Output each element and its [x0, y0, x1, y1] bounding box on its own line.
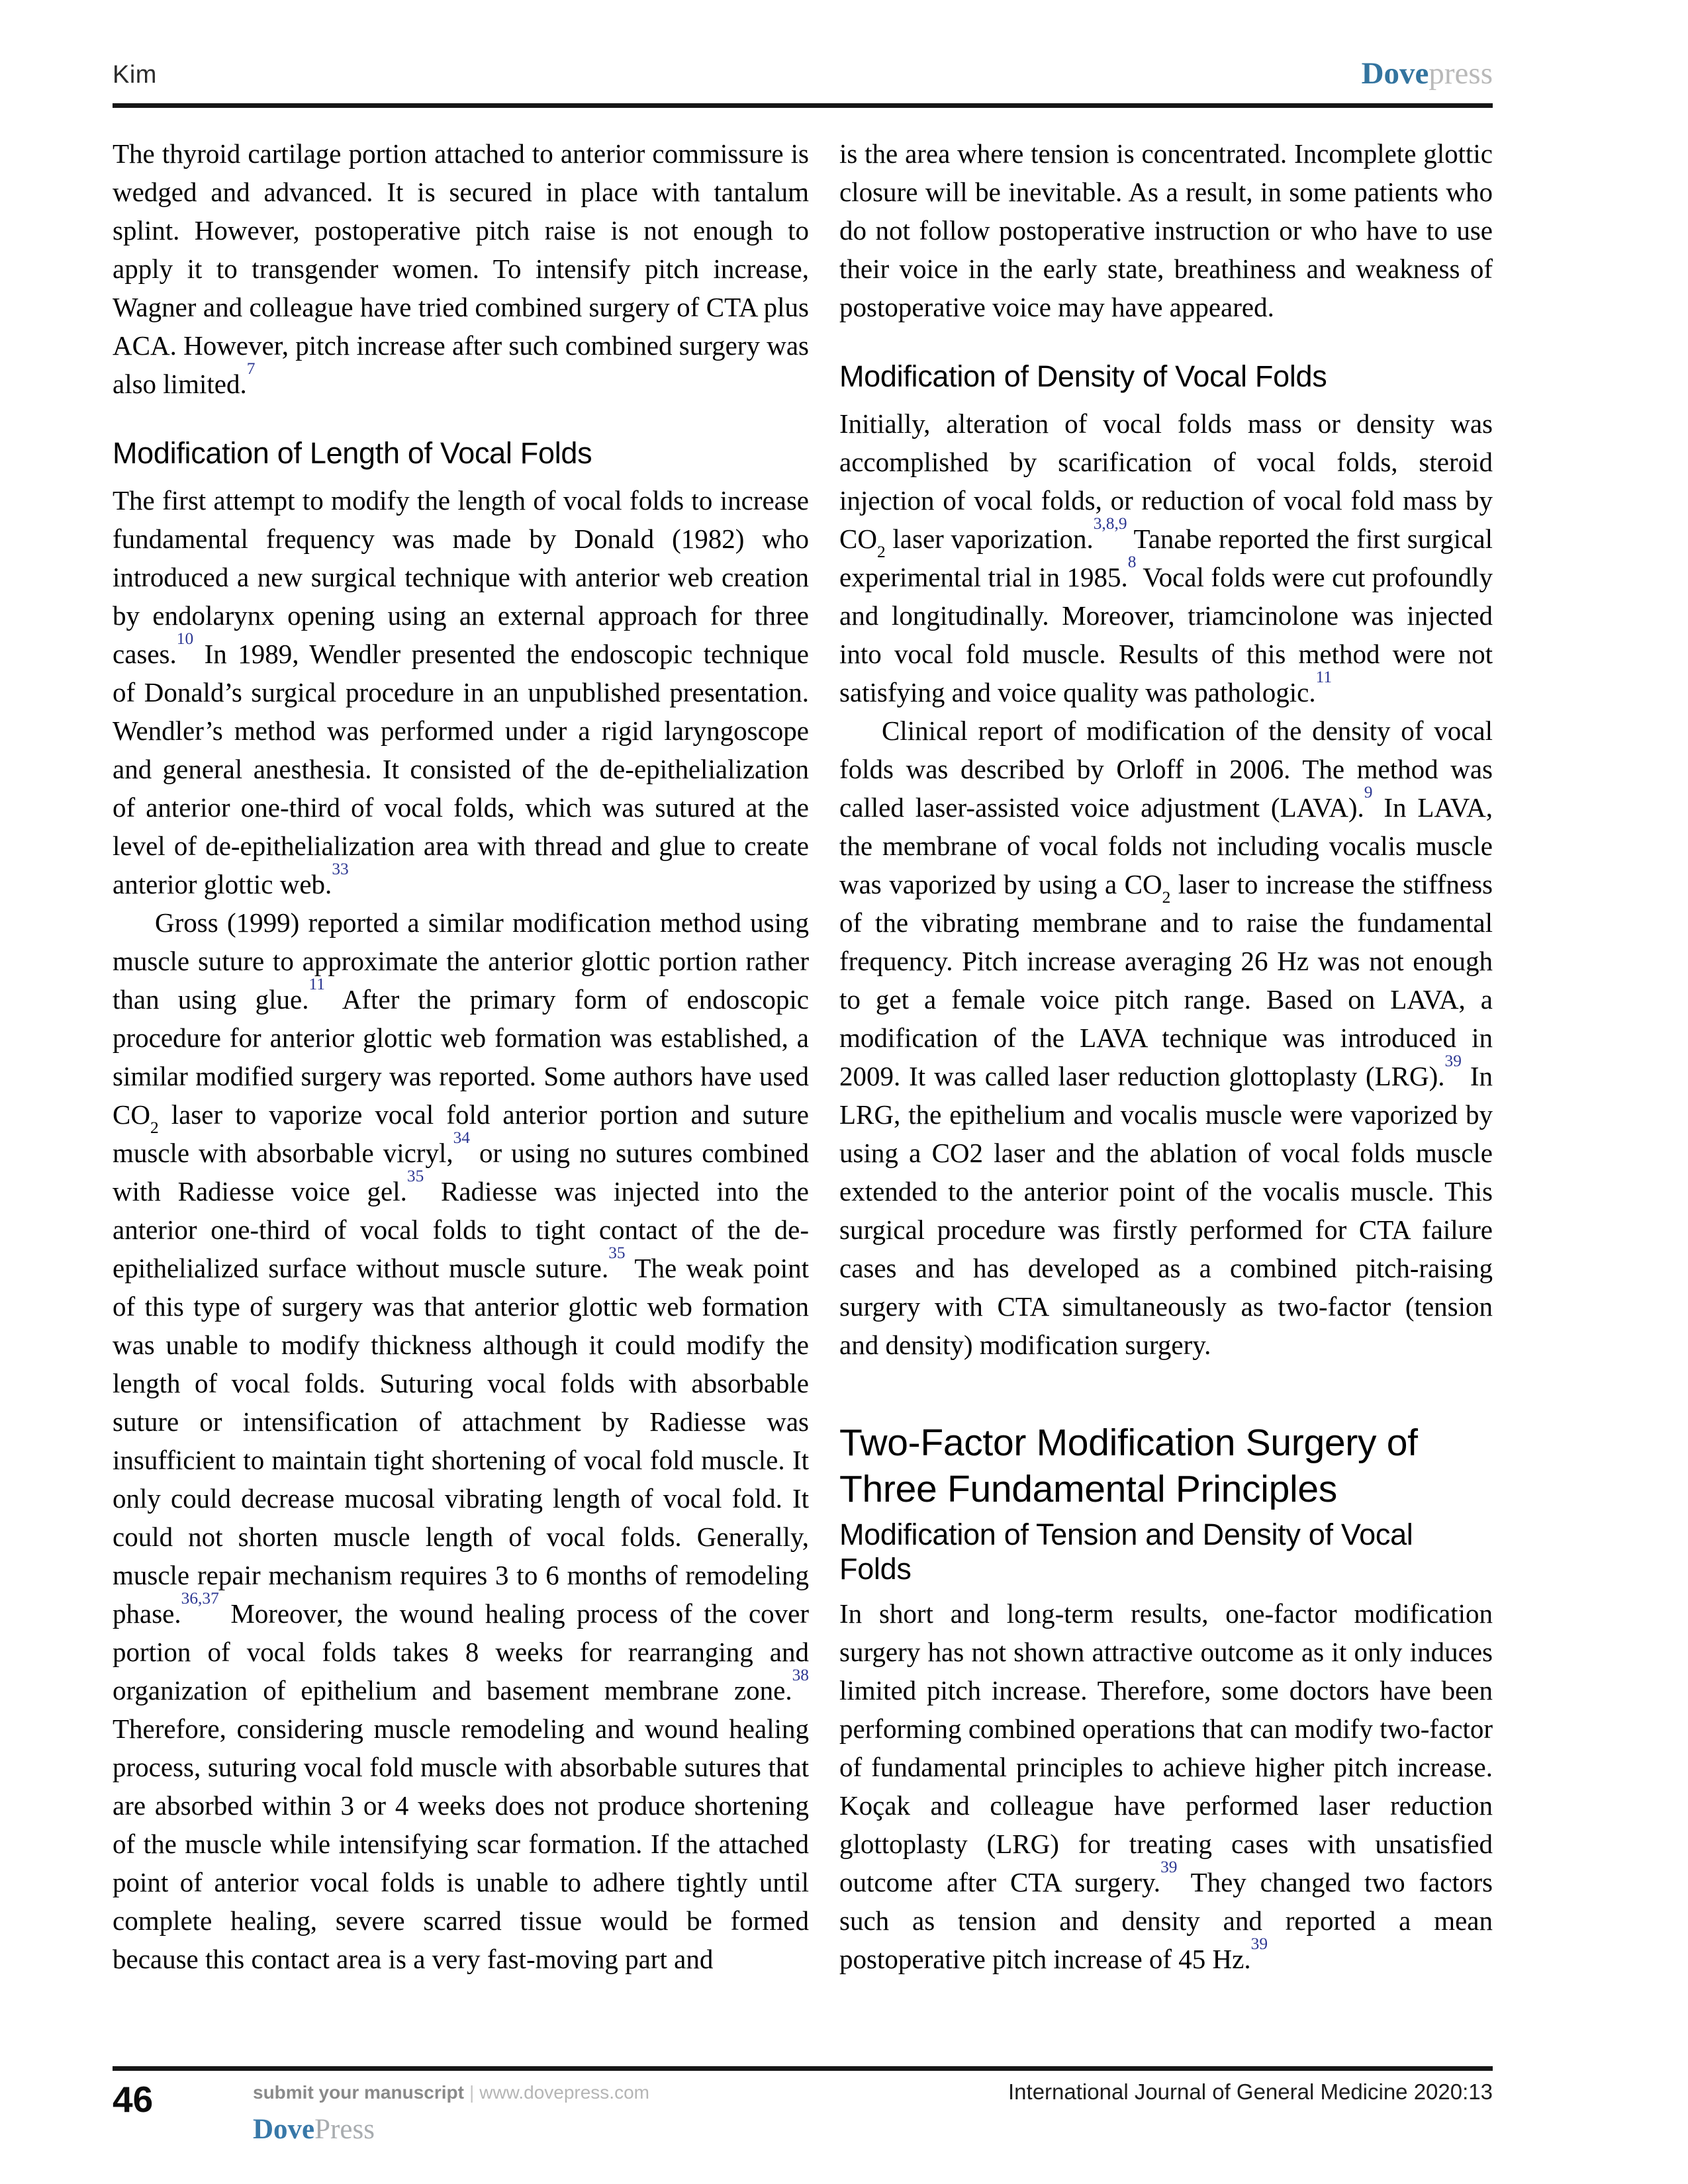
submit-manuscript-line: [253, 2082, 649, 2103]
running-head: [113, 58, 1493, 89]
dovepress-footer-logo-press: Press: [314, 2114, 375, 2145]
dovepress-url-link[interactable]: www.dovepress.com: [479, 2082, 649, 2103]
footer-submit-block: [253, 2082, 649, 2144]
reference-superscript[interactable]: 33: [332, 860, 349, 879]
paragraph: Initially, alteration of vocal folds mass or density was accomplished by scarification of vocal folds, steroid injection of vocal folds, or reduction of vocal fold mass by $CO_2$ laser vaporization.$^{3,8,9}$ Tanabe reported the first surgical experimental trial in 1985.$^8$ Vocal folds were cut profoundly and longitudinally. Moreover, triamcinolone was injected into vocal fold muscle. Results of this method were not satisfying and voice quality was pathologic.$^{11}$: [839, 408, 1493, 707]
paragraph: is the area where tension is concentrated. Incomplete glottic closure will be inevitable. As a result, in some patients who do not follow postoperative instruction or who have to use their voice in the early state, breathiness and weakness of postoperative voice may have appeared.: [839, 138, 1493, 322]
dovepress-footer-logo: [253, 2115, 649, 2144]
reference-superscript[interactable]: 35: [608, 1244, 626, 1263]
reference-superscript[interactable]: 7: [246, 359, 256, 379]
reference-superscript[interactable]: 11: [308, 975, 325, 994]
journal-citation: International Journal of General Medicine 2020:13: [1008, 2079, 1493, 2104]
paragraph: The first attempt to modify the length of vocal folds to increase fundamental frequency was made by Donald (1982) who introduced a new surgical technique with anterior web creation by endolarynx opening using an external approach for three cases.$^{10}$ In 1989, Wendler presented the endoscopic technique of Donald’s surgical procedure in an unpublished presentation. Wendler’s method was performed under a rigid laryngoscope and general anesthesia. It consisted of the de-epithelialization of anterior one-third of vocal folds, which was sutured at the level of de-epithelialization area with thread and glue to create anterior glottic web.$^{33}$: [113, 485, 809, 899]
chemical-subscript: 2: [150, 1118, 159, 1137]
reference-superscript[interactable]: 10: [176, 629, 194, 649]
right-column: [839, 134, 1493, 1978]
article-body: [113, 134, 1493, 1978]
separator: |: [469, 2082, 475, 2103]
left-column: [113, 134, 809, 1978]
chemical-subscript: 2: [1162, 887, 1171, 907]
reference-superscript[interactable]: 3,8,9: [1093, 514, 1127, 533]
reference-superscript[interactable]: 39: [1250, 1934, 1268, 1954]
reference-superscript[interactable]: 34: [453, 1128, 470, 1148]
running-author: Kim: [113, 61, 157, 89]
sub-heading-tension-and-density: Modification of Tension and Density of Vocal Folds: [839, 1518, 1413, 1586]
dovepress-footer-logo-dove: Dove: [253, 2114, 315, 2145]
dovepress-logo-dove: Dove: [1361, 56, 1429, 91]
reference-superscript[interactable]: 39: [1160, 1858, 1178, 1877]
reference-superscript[interactable]: 38: [792, 1666, 809, 1685]
reference-superscript[interactable]: 9: [1364, 783, 1373, 802]
submit-your-manuscript-label: submit your manuscript: [253, 2082, 464, 2103]
footer-rule: [113, 2066, 1493, 2071]
reference-superscript[interactable]: 36,37: [181, 1589, 219, 1608]
dovepress-logo: [1362, 58, 1493, 89]
section-heading-density-of-vocal-folds: Modification of Density of Vocal Folds: [839, 359, 1327, 393]
page-number: 46: [113, 2079, 154, 2120]
reference-superscript[interactable]: 35: [406, 1167, 424, 1186]
header-rule: [113, 103, 1493, 108]
paragraph: The thyroid cartilage portion attached to anterior commissure is wedged and advanced. It is secured in place with tantalum splint. However, postoperative pitch raise is not enough to apply it to transgender women. To intensify pitch increase, Wagner and colleague have tried combined surgery of CTA plus ACA. However, pitch increase after such combined surgery was also limited.$^7$: [113, 138, 809, 399]
section-heading-length-of-vocal-folds: Modification of Length of Vocal Folds: [113, 436, 592, 470]
paragraph: Clinical report of modification of the density of vocal folds was described by Orloff in 2006. The method was called laser-assisted voice adjustment (LAVA).$^9$ In LAVA, the membrane of vocal folds not including vocalis muscle was vaporized by using a $CO_2$ laser to increase the stiffness of the vibrating membrane and to raise the fundamental frequency. Pitch increase averaging 26 Hz was not enough to get a female voice pitch range. Based on LAVA, a modification of the LAVA technique was introduced in 2009. It was called laser reduction glottoplasty (LRG).$^{39}$ In LRG, the epithelium and vocalis muscle were vaporized by using a CO2 laser and the ablation of vocal folds muscle extended to the anterior point of the vocalis muscle. This surgical procedure was firstly performed for CTA failure cases and has developed as a combined pitch-raising surgery with CTA simultaneously as two-factor (tension and density) modification surgery.: [839, 715, 1493, 1360]
reference-superscript[interactable]: 39: [1444, 1052, 1462, 1071]
chemical-subscript: 2: [876, 542, 886, 561]
paragraph: Gross (1999) reported a similar modification method using muscle suture to approximate the anterior glottic portion rather than using glue.$^{11}$ After the primary form of endoscopic procedure for anterior glottic web formation was established, a similar modified surgery was reported. Some authors have used $CO_2$ laser to vaporize vocal fold anterior portion and suture muscle with absorbable vicryl,$^{34}$ or using no sutures combined with Radiesse voice gel.$^{35}$ Radiesse was injected into the anterior one-third of vocal folds to tight contact of the de-epithelialized surface without muscle suture.$^{35}$ The weak point of this type of surgery was that anterior glottic web formation was unable to modify thickness although it could modify the length of vocal folds. Suturing vocal folds with absorbable suture or intensification of attachment by Radiesse was insufficient to maintain tight shortening of vocal fold muscle. It only could decrease mucosal vibrating length of vocal fold. It could not shorten muscle length of vocal folds. Generally, muscle repair mechanism requires 3 to 6 months of remodeling phase.$^{36,37}$ Moreover, the wound healing process of the cover portion of vocal folds takes 8 weeks for rearranging and organization of epithelium and basement membrane zone.$^{38}$ Therefore, considering muscle remodeling and wound healing process, suturing vocal fold muscle with absorbable sutures that are absorbed within 3 or 4 weeks does not produce shortening of the muscle while intensifying scar formation. If the attached point of anterior vocal folds is unable to adhere tightly until complete healing, severe scarred tissue would be formed because this contact area is a very fast-moving part and: [113, 907, 809, 1974]
major-heading-two-factor-surgery: Two-Factor Modification Surgery of Three Fundamental Principles: [839, 1422, 1418, 1510]
reference-superscript[interactable]: 8: [1127, 553, 1137, 572]
paragraph: In short and long-term results, one-factor modification surgery has not shown attractive outcome as it only induces limited pitch increase. Therefore, some doctors have been performing combined operations that can modify two-factor of fundamental principles to achieve higher pitch increase. Koçak and colleague have performed laser reduction glottoplasty (LRG) for treating cases with unsatisfied outcome after CTA surgery.$^{39}$ They changed two factors such as tension and density and reported a mean postoperative pitch increase of 45 Hz.$^{39}$: [839, 1598, 1493, 1974]
dovepress-logo-press: press: [1429, 56, 1493, 91]
reference-superscript[interactable]: 11: [1315, 668, 1333, 687]
